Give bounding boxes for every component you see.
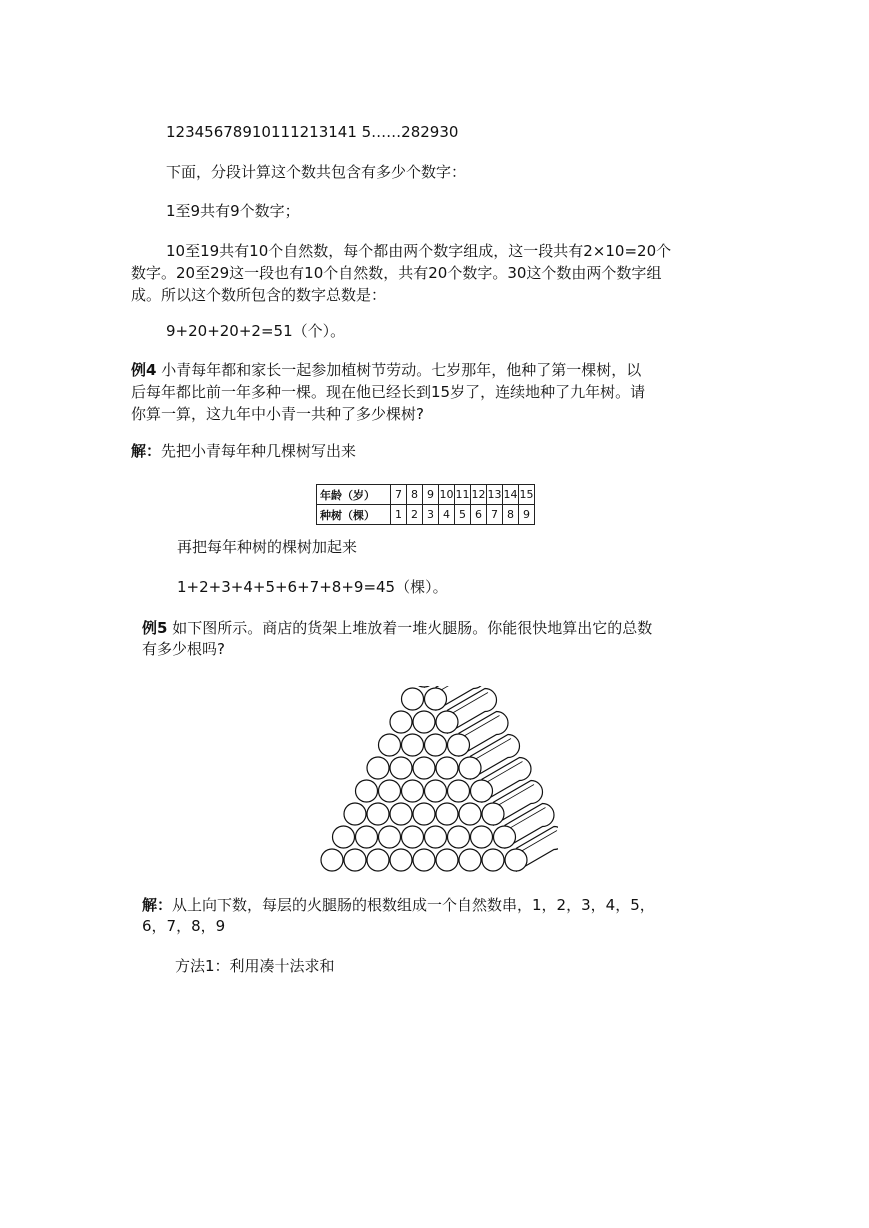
intro-line: 下面，分段计算这个数共包含有多少个数字：: [166, 163, 467, 181]
table-cell: 1: [391, 505, 407, 525]
example4-line-3: 你算一算，这九年中小青一共种了多少棵树?: [131, 405, 424, 423]
table-cell: 8: [503, 505, 519, 525]
table-cell: 2: [407, 505, 423, 525]
example5-line-1: 例5 如下图所示。商店的货架上堆放着一堆火腿肠。你能很快地算出它的总数: [142, 619, 653, 637]
sausage-stack-figure: [318, 686, 558, 876]
sausage-end: [402, 734, 424, 756]
example4-label: 例4: [131, 361, 157, 379]
sausage-end: [379, 734, 401, 756]
sausage-end: [413, 803, 435, 825]
table-header-age: 年龄（岁）: [317, 485, 391, 505]
sausage-end: [459, 803, 481, 825]
sausage-end: [459, 849, 481, 871]
solution4-label: 解：: [131, 442, 162, 460]
table-row-age: [317, 485, 535, 505]
table-cell: 12: [471, 485, 487, 505]
sausage-end: [390, 849, 412, 871]
table-cell: 8: [407, 485, 423, 505]
add-trees-line: 再把每年种树的棵树加起来: [177, 538, 358, 556]
sausage-end: [425, 734, 447, 756]
table-cell: 13: [487, 485, 503, 505]
table-cell: 6: [471, 505, 487, 525]
sausage-end: [379, 826, 401, 848]
sausage-end: [413, 686, 435, 687]
sum-formula: 1+2+3+4+5+6+7+8+9=45（棵）。: [177, 578, 448, 596]
sausage-end: [390, 711, 412, 733]
table-row-trees: [317, 505, 535, 525]
table-header-trees: 种树（棵）: [317, 505, 391, 525]
table-cell: 10: [439, 485, 455, 505]
sausage-end: [482, 849, 504, 871]
digit-sequence: 12345678910111213141 5……282930: [166, 123, 459, 141]
table-cell: 7: [487, 505, 503, 525]
sausage-end: [367, 757, 389, 779]
para-line-2: 数字。20至29这一段也有10个自然数，共有20个数字。30这个数由两个数字组: [131, 264, 662, 282]
sausage-end: [448, 826, 470, 848]
table-cell: 11: [455, 485, 471, 505]
sausage-end: [425, 780, 447, 802]
sausage-end: [494, 826, 516, 848]
table-cell: 5: [455, 505, 471, 525]
sausage-end: [321, 849, 343, 871]
sausage-end: [356, 780, 378, 802]
sausage-end: [436, 711, 458, 733]
table-cell: 9: [423, 485, 439, 505]
example5-line-2: 有多少根吗?: [142, 640, 225, 658]
example5-label: 例5: [142, 619, 168, 637]
sausage-end: [356, 826, 378, 848]
sausage-end: [436, 849, 458, 871]
sausage-end: [344, 803, 366, 825]
solution5-line-2: 6，7，8，9: [142, 917, 226, 935]
sausage-end: [471, 780, 493, 802]
sausage-end: [436, 803, 458, 825]
solution5-label: 解：: [142, 896, 173, 914]
sausage-end: [471, 826, 493, 848]
sausage-end: [413, 711, 435, 733]
sausage-end: [482, 803, 504, 825]
sausage-end: [402, 688, 424, 710]
table-cell: 7: [391, 485, 407, 505]
sausage-end: [367, 803, 389, 825]
sausage-end: [459, 757, 481, 779]
table-cell: 9: [519, 505, 535, 525]
sausage-end: [390, 803, 412, 825]
table-cell: 4: [439, 505, 455, 525]
table-cell: 3: [423, 505, 439, 525]
sausage-end: [448, 734, 470, 756]
sausage-end: [413, 757, 435, 779]
para-line-1: 10至19共有10个自然数，每个都由两个数字组成，这一段共有2×10=20个: [166, 242, 672, 260]
sausage-end: [402, 780, 424, 802]
sausage-end: [425, 688, 447, 710]
sausage-end: [436, 757, 458, 779]
age-trees-table: [316, 484, 535, 525]
sausage-end: [413, 849, 435, 871]
table-cell: 15: [519, 485, 535, 505]
sausage-end: [379, 780, 401, 802]
para-line-3: 成。所以这个数所包含的数字总数是：: [131, 286, 387, 304]
solution5-line-1: 解：从上向下数，每层的火腿肠的根数组成一个自然数串，1，2，3，4，5，: [142, 896, 655, 914]
table-cell: 14: [503, 485, 519, 505]
sausage-end: [367, 849, 389, 871]
example4-line-2: 后每年都比前一年多种一棵。现在他已经长到15岁了，连续地种了九年树。请: [131, 383, 646, 401]
method1-line: 方法1：利用凑十法求和: [175, 957, 335, 975]
sausage-end: [402, 826, 424, 848]
sausage-end: [344, 849, 366, 871]
sausage-end: [505, 849, 527, 871]
sausage-end: [333, 826, 355, 848]
count-1-9: 1至9共有9个数字；: [166, 202, 300, 220]
total-digits-formula: 9+20+20+2=51（个）。: [166, 322, 346, 340]
solution4-line: 解：先把小青每年种几棵树写出来: [131, 442, 357, 460]
sausage-end: [425, 826, 447, 848]
example4-line-1: 例4 小青每年都和家长一起参加植树节劳动。七岁那年，他种了第一棵树，以: [131, 361, 642, 379]
sausage-end: [390, 757, 412, 779]
sausage-end: [448, 780, 470, 802]
